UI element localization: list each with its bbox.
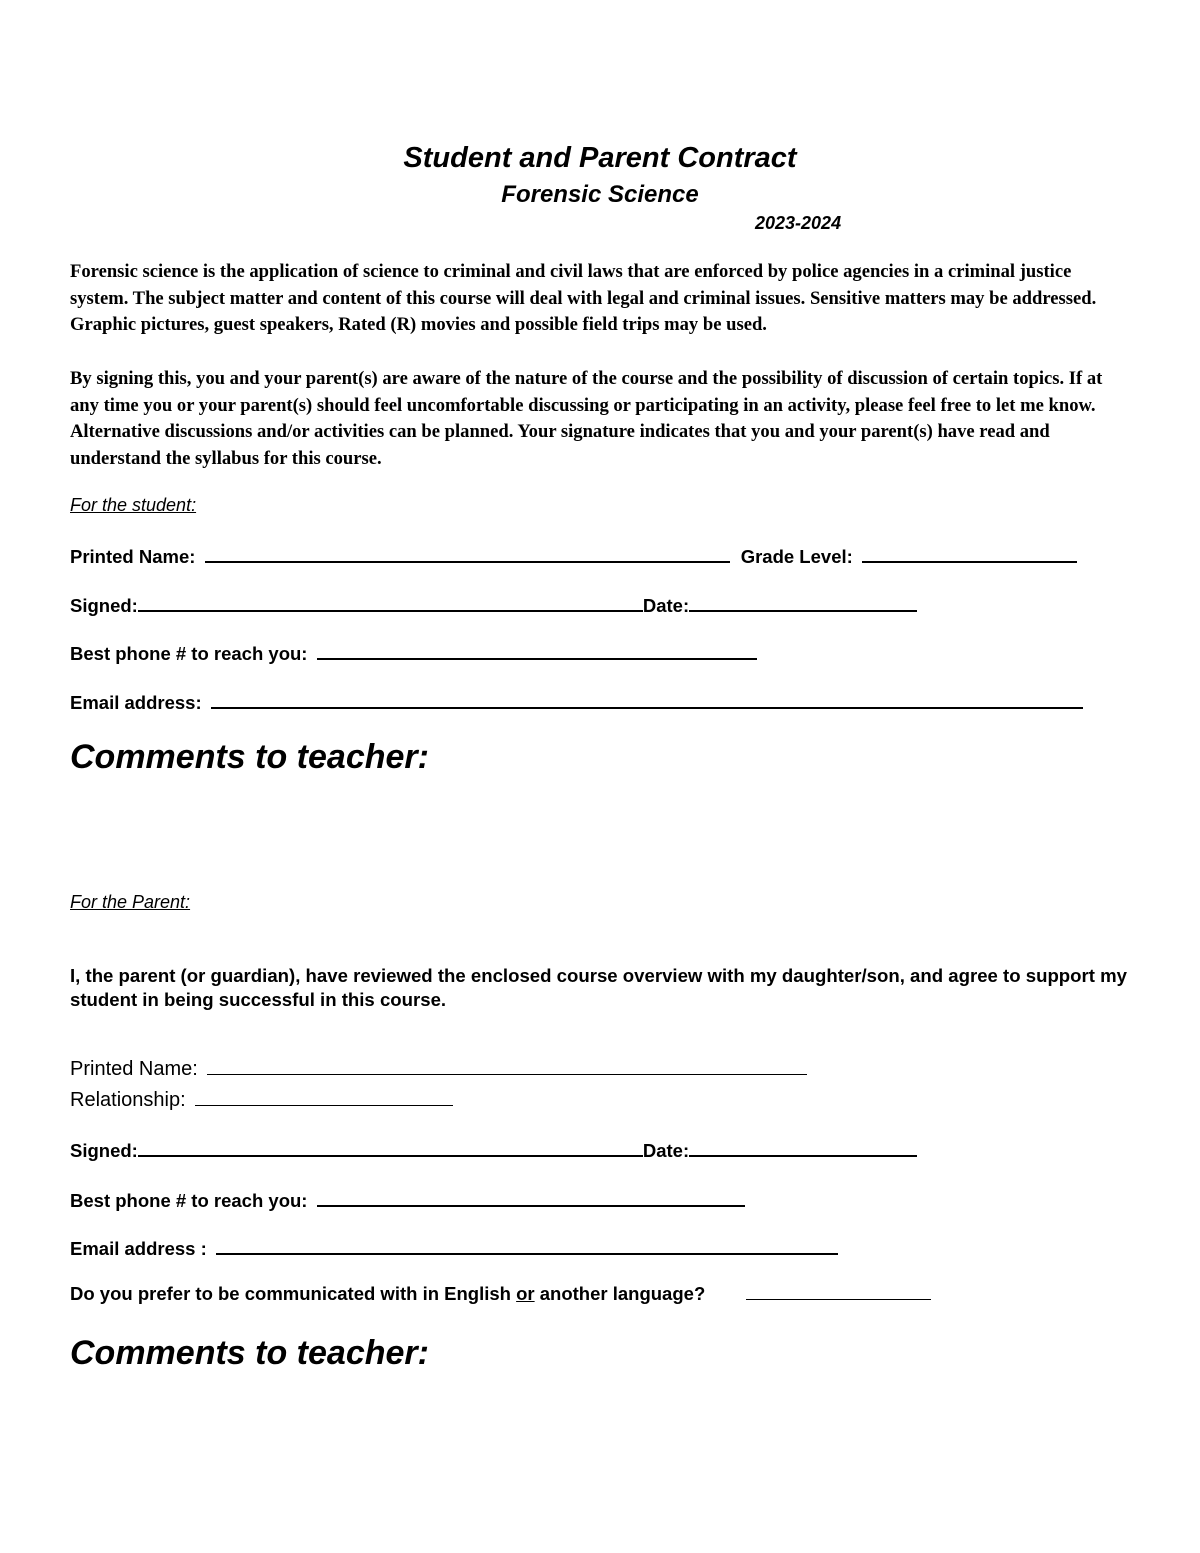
student-email-field[interactable] bbox=[211, 689, 1083, 709]
parent-phone-field[interactable] bbox=[317, 1187, 745, 1207]
student-signed-row bbox=[70, 592, 917, 617]
parent-printed-name-label: Printed Name: bbox=[70, 1058, 198, 1080]
student-email-label: Email address: bbox=[70, 692, 202, 713]
parent-phone-label: Best phone # to reach you: bbox=[70, 1190, 308, 1211]
school-year: 2023-2024 bbox=[755, 213, 842, 233]
document-title: Student and Parent Contract bbox=[403, 142, 797, 174]
language-preference-row bbox=[70, 1282, 931, 1305]
parent-comments-heading: Comments to teacher: bbox=[70, 1334, 429, 1372]
student-phone-field[interactable] bbox=[317, 640, 757, 660]
parent-signed-label: Signed: bbox=[70, 1140, 138, 1161]
parent-comments-area[interactable] bbox=[70, 1380, 1130, 1510]
student-phone-label: Best phone # to reach you: bbox=[70, 643, 308, 664]
parent-relationship-field[interactable] bbox=[195, 1088, 453, 1106]
student-email-row bbox=[70, 689, 1083, 714]
student-date-field[interactable] bbox=[689, 592, 917, 612]
student-comments-heading: Comments to teacher: bbox=[70, 738, 429, 776]
language-question-text-end: another language? bbox=[539, 1283, 706, 1304]
parent-date-label: Date: bbox=[642, 1140, 690, 1161]
student-printed-name-field[interactable] bbox=[205, 543, 730, 563]
parent-date-field[interactable] bbox=[689, 1137, 917, 1157]
language-question-text: Do you prefer to be communicated with in English bbox=[70, 1283, 511, 1304]
parent-email-label: Email address : bbox=[70, 1238, 207, 1259]
intro-paragraph-1: Forensic science is the application of science to criminal and civil laws that are enforced by police agencies in a criminal justice system. The subject matter and content of this course will deal with legal and criminal issues. Sensitive matters may be addressed. Graphic pictures, guest speakers, Rated (R) movies and possible field trips may be used. bbox=[70, 261, 1097, 336]
student-printed-name-label: Printed Name: bbox=[70, 546, 196, 567]
parent-printed-name-field[interactable] bbox=[207, 1057, 807, 1075]
student-signature-field[interactable] bbox=[138, 592, 643, 612]
parent-agreement-text: I, the parent (or guardian), have reviewed the enclosed course overview with my daughter/son, and agree to support my student in being successful in this course. bbox=[70, 965, 1127, 1010]
student-phone-row bbox=[70, 640, 757, 665]
language-question-or: or bbox=[516, 1283, 535, 1304]
parent-relationship-label: Relationship: bbox=[70, 1089, 186, 1111]
document-subtitle: Forensic Science bbox=[501, 181, 699, 208]
student-signed-label: Signed: bbox=[70, 595, 138, 616]
parent-signature-field[interactable] bbox=[138, 1137, 643, 1157]
intro-paragraph-2: By signing this, you and your parent(s) are aware of the nature of the course and the possibility of discussion of certain topics. If at any time you or your parent(s) should feel uncomfortable discussing or participating in an activity, please feel free to let me know. Alternative discussions and/or activities can be planned. Your signature indicates that you and your parent(s) have read and understand the syllabus for this course. bbox=[70, 368, 1103, 470]
parent-phone-row bbox=[70, 1187, 745, 1212]
parent-relationship-row bbox=[70, 1088, 453, 1112]
parent-section-label: For the Parent: bbox=[70, 892, 191, 912]
student-section-label: For the student: bbox=[70, 495, 197, 515]
parent-signed-row bbox=[70, 1137, 917, 1162]
student-comments-area[interactable] bbox=[70, 785, 1130, 880]
student-date-label: Date: bbox=[642, 595, 690, 616]
language-preference-field[interactable] bbox=[746, 1282, 931, 1300]
parent-email-field[interactable] bbox=[216, 1235, 838, 1255]
student-grade-level-field[interactable] bbox=[862, 543, 1077, 563]
student-name-row bbox=[70, 543, 1077, 568]
parent-email-row bbox=[70, 1235, 838, 1260]
parent-name-row bbox=[70, 1057, 807, 1081]
student-grade-level-label: Grade Level: bbox=[740, 546, 853, 567]
